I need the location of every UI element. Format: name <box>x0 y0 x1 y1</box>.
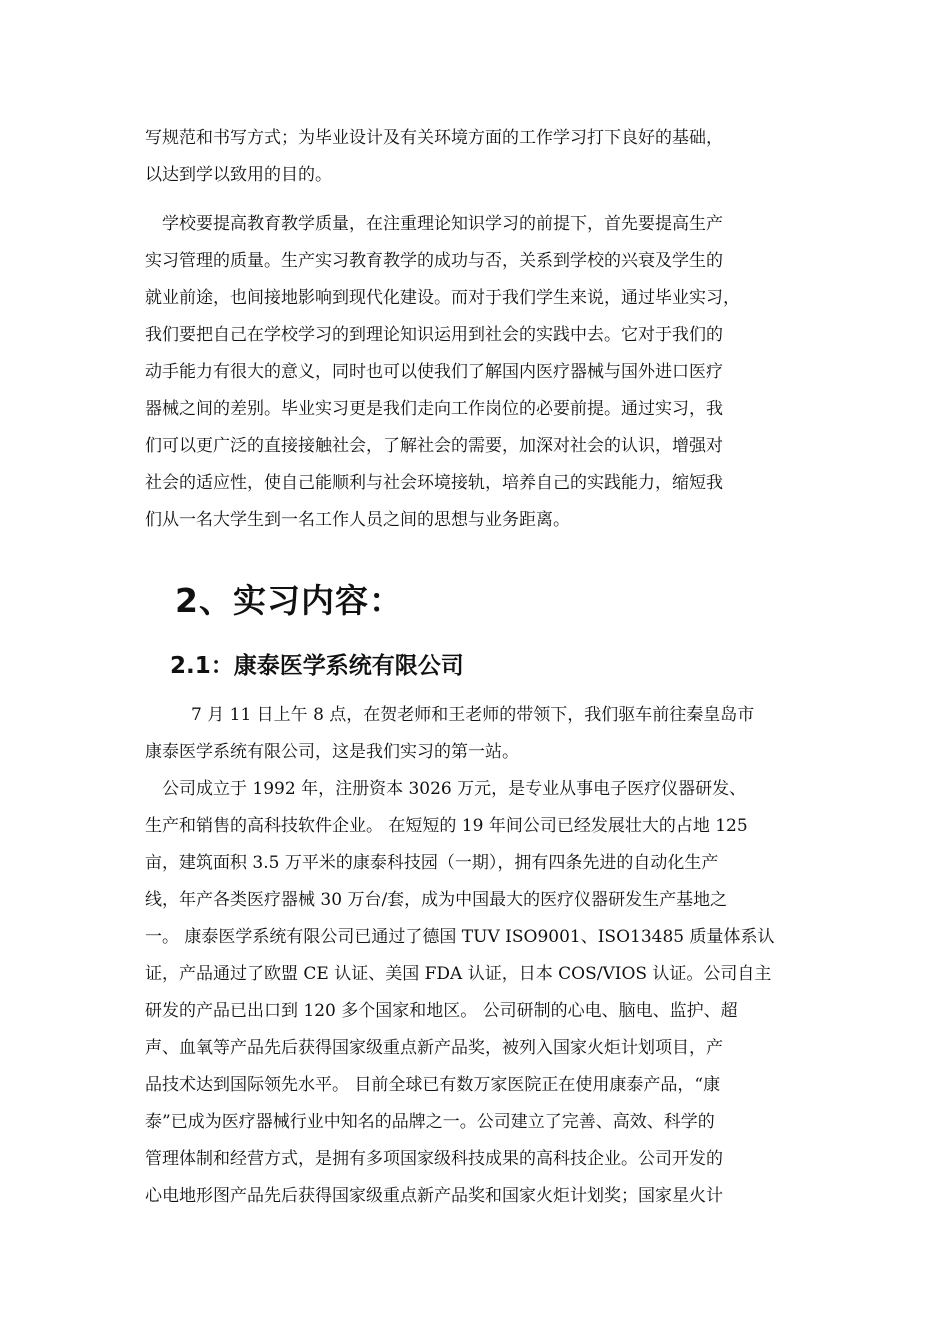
text-line: 研发的产品已出口到 120 多个国家和地区。 公司研制的心电、脑电、监护、超 <box>145 1001 738 1021</box>
company-profile-paragraph <box>145 771 810 1215</box>
text-line: 品技术达到国际领先水平。 目前全球已有数万家医院正在使用康泰产品，“康 <box>145 1075 721 1095</box>
school-quality-paragraph <box>145 206 810 539</box>
text-line: 心电地形图产品先后获得国家级重点新产品奖和国家火炬计划奖；国家星火计 <box>145 1186 723 1206</box>
text-line: 以达到学以致用的目的。 <box>145 165 332 185</box>
text-line: 器械之间的差别。毕业实习更是我们走向工作岗位的必要前提。通过实习，我 <box>145 399 723 419</box>
text-line: 实习管理的质量。生产实习教育教学的成功与否，关系到学校的兴衰及学生的 <box>145 251 723 271</box>
text-line: 亩，建筑面积 3.5 万平米的康泰科技园（一期），拥有四条先进的自动化生产 <box>145 853 719 873</box>
text-line: 们从一名大学生到一名工作人员之间的思想与业务距离。 <box>145 510 570 530</box>
text-line: 7 月 11 日上午 8 点，在贺老师和王老师的带领下，我们驱车前往秦皇岛市 <box>191 705 755 725</box>
text-line: 管理体制和经营方式，是拥有多项国家级科技成果的高科技企业。公司开发的 <box>145 1149 723 1169</box>
text-line: 就业前途，也间接地影响到现代化建设。而对于我们学生来说，通过毕业实习， <box>145 288 740 308</box>
text-line: 公司成立于 1992 年，注册资本 3026 万元，是专业从事电子医疗仪器研发、 <box>162 779 747 799</box>
text-line: 泰”已成为医疗器械行业中知名的品牌之一。公司建立了完善、高效、科学的 <box>145 1112 715 1132</box>
text-line: 学校要提高教育教学质量，在注重理论知识学习的前提下，首先要提高生产 <box>162 214 723 234</box>
text-line: 声、血氧等产品先后获得国家级重点新产品奖，被列入国家火炬计划项目，产 <box>145 1038 723 1058</box>
intro-tail-paragraph <box>145 120 810 194</box>
text-line: 写规范和书写方式；为毕业设计及有关环境方面的工作学习打下良好的基础， <box>145 128 723 148</box>
text-line: 一。 康泰医学系统有限公司已通过了德国 TUV ISO9001、ISO13485 质量体系认 <box>145 927 775 947</box>
visit-paragraph <box>145 697 810 771</box>
text-line: 生产和销售的高科技软件企业。 在短短的 19 年间公司已经发展壮大的占地 125 <box>145 816 748 836</box>
text-line: 证，产品通过了欧盟 CE 认证、美国 FDA 认证，日本 COS/VIOS 认证。公司自主 <box>145 964 772 984</box>
text-line: 们可以更广泛的直接接触社会，了解社会的需要，加深对社会的认识，增强对 <box>145 436 723 456</box>
text-line: 康泰医学系统有限公司，这是我们实习的第一站。 <box>145 742 519 762</box>
text-line: 社会的适应性，使自己能顺利与社会环境接轨，培养自己的实践能力，缩短我 <box>145 473 723 493</box>
text-line: 我们要把自己在学校学习的到理论知识运用到社会的实践中去。它对于我们的 <box>145 325 723 345</box>
text-line: 线，年产各类医疗器械 30 万台/套，成为中国最大的医疗仪器研发生产基地之 <box>145 890 728 910</box>
section-heading: 2、实习内容： <box>175 581 403 620</box>
text-line: 动手能力有很大的意义，同时也可以使我们了解国内医疗器械与国外进口医疗 <box>145 362 723 382</box>
document-page <box>145 120 810 1215</box>
subsection-heading: 2.1：康泰医学系统有限公司 <box>170 653 464 679</box>
